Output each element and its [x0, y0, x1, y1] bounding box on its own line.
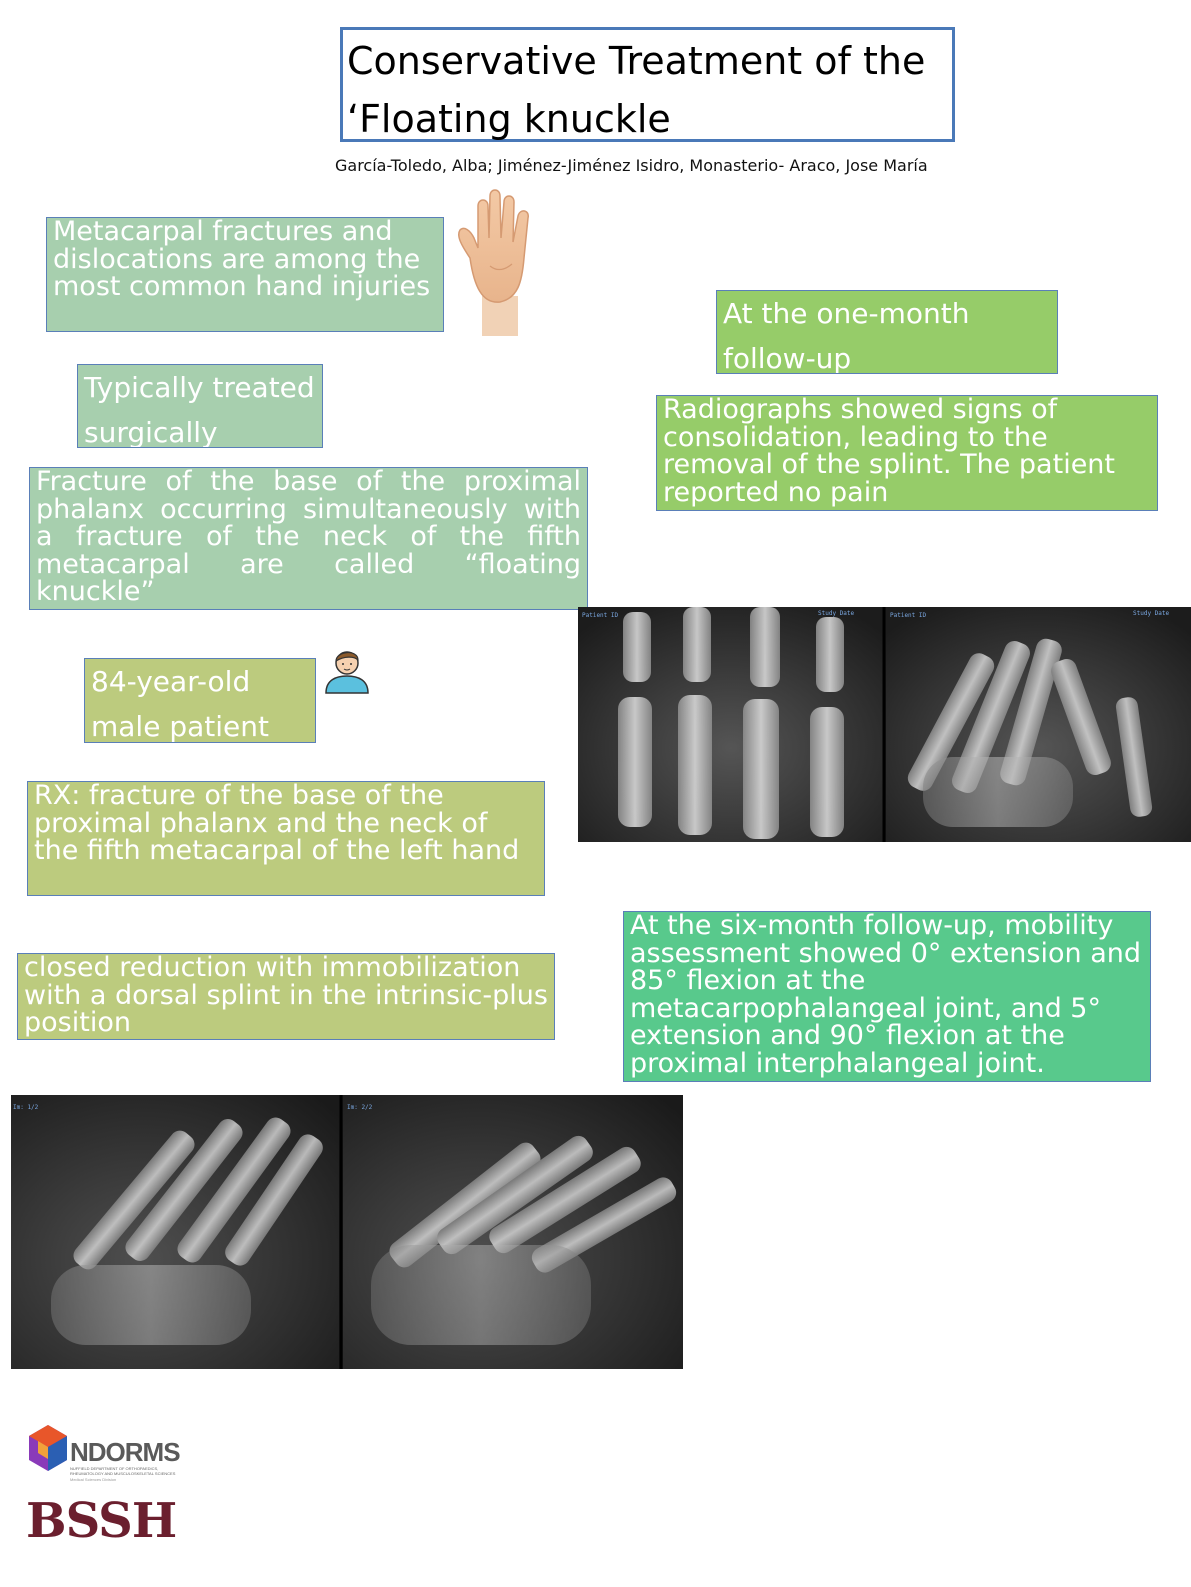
title-line-2: ‘Floating knuckle — [347, 97, 671, 141]
ndorms-hexagon-icon — [26, 1423, 70, 1473]
title-line-1: Conservative Treatment of the — [347, 39, 926, 83]
radiographs-box: Radiographs showed signs of consolidation, leading to the removal of the splint. The patient reported no pain — [656, 395, 1158, 511]
svg-text:Study Date: Study Date — [1133, 610, 1170, 617]
rx-box: RX: fracture of the base of the proximal phalanx and the neck of the fifth metacarpal of the left hand — [27, 781, 545, 896]
surgical-box: Typically treated surgically — [77, 364, 323, 448]
xray-initial — [11, 1095, 683, 1369]
ndorms-wordmark: NDORMS — [70, 1437, 180, 1467]
man-icon — [322, 646, 372, 694]
patient-box: 84-year-old male patient — [84, 658, 316, 743]
bssh-logo: BSSH — [26, 1493, 177, 1549]
svg-text:Patient ID: Patient ID — [890, 612, 927, 619]
svg-text:Im: 2/2: Im: 2/2 — [347, 1104, 373, 1111]
ndorms-sub-2: RHEUMATOLOGY AND MUSCULOSKELETAL SCIENCES — [70, 1471, 176, 1476]
svg-text:Im: 1/2: Im: 1/2 — [13, 1104, 39, 1111]
svg-text:Study Date: Study Date — [818, 610, 855, 617]
svg-text:Patient ID: Patient ID — [582, 612, 619, 619]
ndorms-logo — [26, 1423, 186, 1483]
xray-one-month — [578, 607, 1191, 842]
treatment-box: closed reduction with immobilization with a dorsal splint in the intrinsic-plus position — [17, 953, 555, 1040]
six-month-box: At the six-month follow-up, mobility assessment showed 0° extension and 85° flexion at the metacarpophalangeal joint, and 5° extension and 90° flexion at the proximal interphalangeal joint. — [623, 911, 1151, 1082]
ndorms-sub-1: NUFFIELD DEPARTMENT OF ORTHOPAEDICS, — [70, 1466, 159, 1471]
ndorms-sub-3: Medical Sciences Division — [70, 1477, 117, 1482]
definition-box: Fracture of the base of the proximal phalanx occurring simultaneously with a fracture of the neck of the fifth metacarpal are called “floating knuckle” — [29, 467, 588, 610]
author-list: García-Toledo, Alba; Jiménez-Jiménez Isidro, Monasterio- Araco, Jose María — [335, 156, 928, 175]
one-month-box: At the one-month follow-up — [716, 290, 1058, 374]
raised-hand-icon — [452, 186, 542, 336]
intro-box: Metacarpal fractures and dislocations are among the most common hand injuries — [46, 217, 444, 332]
poster-title — [340, 27, 955, 142]
